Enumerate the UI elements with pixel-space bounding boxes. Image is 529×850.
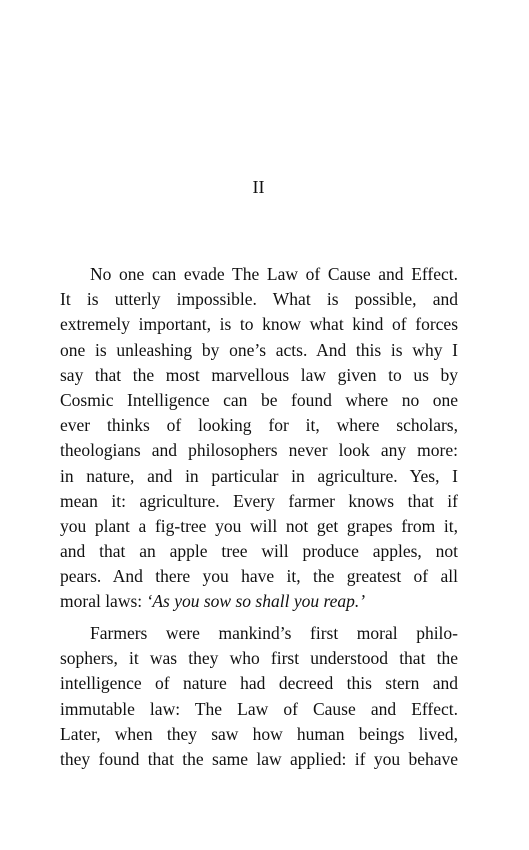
paragraph-line: Later, when they saw how human beings lived,: [60, 723, 458, 744]
paragraph-line: and that an apple tree will produce apples, not: [60, 541, 458, 562]
paragraph-line: sophers, it was they who first understood that the: [60, 648, 458, 669]
paragraph-line-text: moral laws:: [60, 591, 147, 612]
paragraph-2: [60, 621, 458, 772]
paragraph-line: mean it: agriculture. Every farmer knows that if: [60, 490, 458, 511]
paragraph-line: Farmers were mankind’s first moral philo-: [90, 623, 458, 643]
paragraph-line: Cosmic Intelligence can be found where no one: [60, 389, 458, 410]
paragraph-line: extremely important, is to know what kind of forces: [60, 314, 458, 335]
paragraph-line: It is utterly impossible. What is possible, and: [60, 289, 458, 310]
paragraph-line: ever thinks of looking for it, where scholars,: [60, 415, 458, 436]
paragraph-last-line: [60, 589, 458, 614]
paragraph-line: pears. And there you have it, the greatest of all: [60, 566, 458, 587]
chapter-number: II: [252, 177, 265, 197]
proverb-quote: ‘As you sow so shall you reap.’: [146, 591, 366, 612]
paragraph-1: [60, 262, 458, 615]
paragraph-line: say that the most marvellous law given to us by: [60, 364, 458, 385]
paragraph-line: in nature, and in particular in agriculture. Yes, I: [60, 465, 458, 486]
paragraph-line: theologians and philosophers never look any more:: [60, 440, 458, 461]
paragraph-line: one is unleashing by one’s acts. And this is why I: [60, 339, 458, 360]
paragraph-line: you plant a fig-tree you will not get grapes from it,: [60, 515, 458, 536]
paragraph-line: immutable law: The Law of Cause and Effect.: [60, 698, 458, 719]
paragraph-line: they found that the same law applied: if you behave: [60, 748, 458, 769]
paragraph-line: intelligence of nature had decreed this stern and: [60, 673, 458, 694]
paragraph-line: No one can evade The Law of Cause and Effect.: [90, 264, 458, 284]
